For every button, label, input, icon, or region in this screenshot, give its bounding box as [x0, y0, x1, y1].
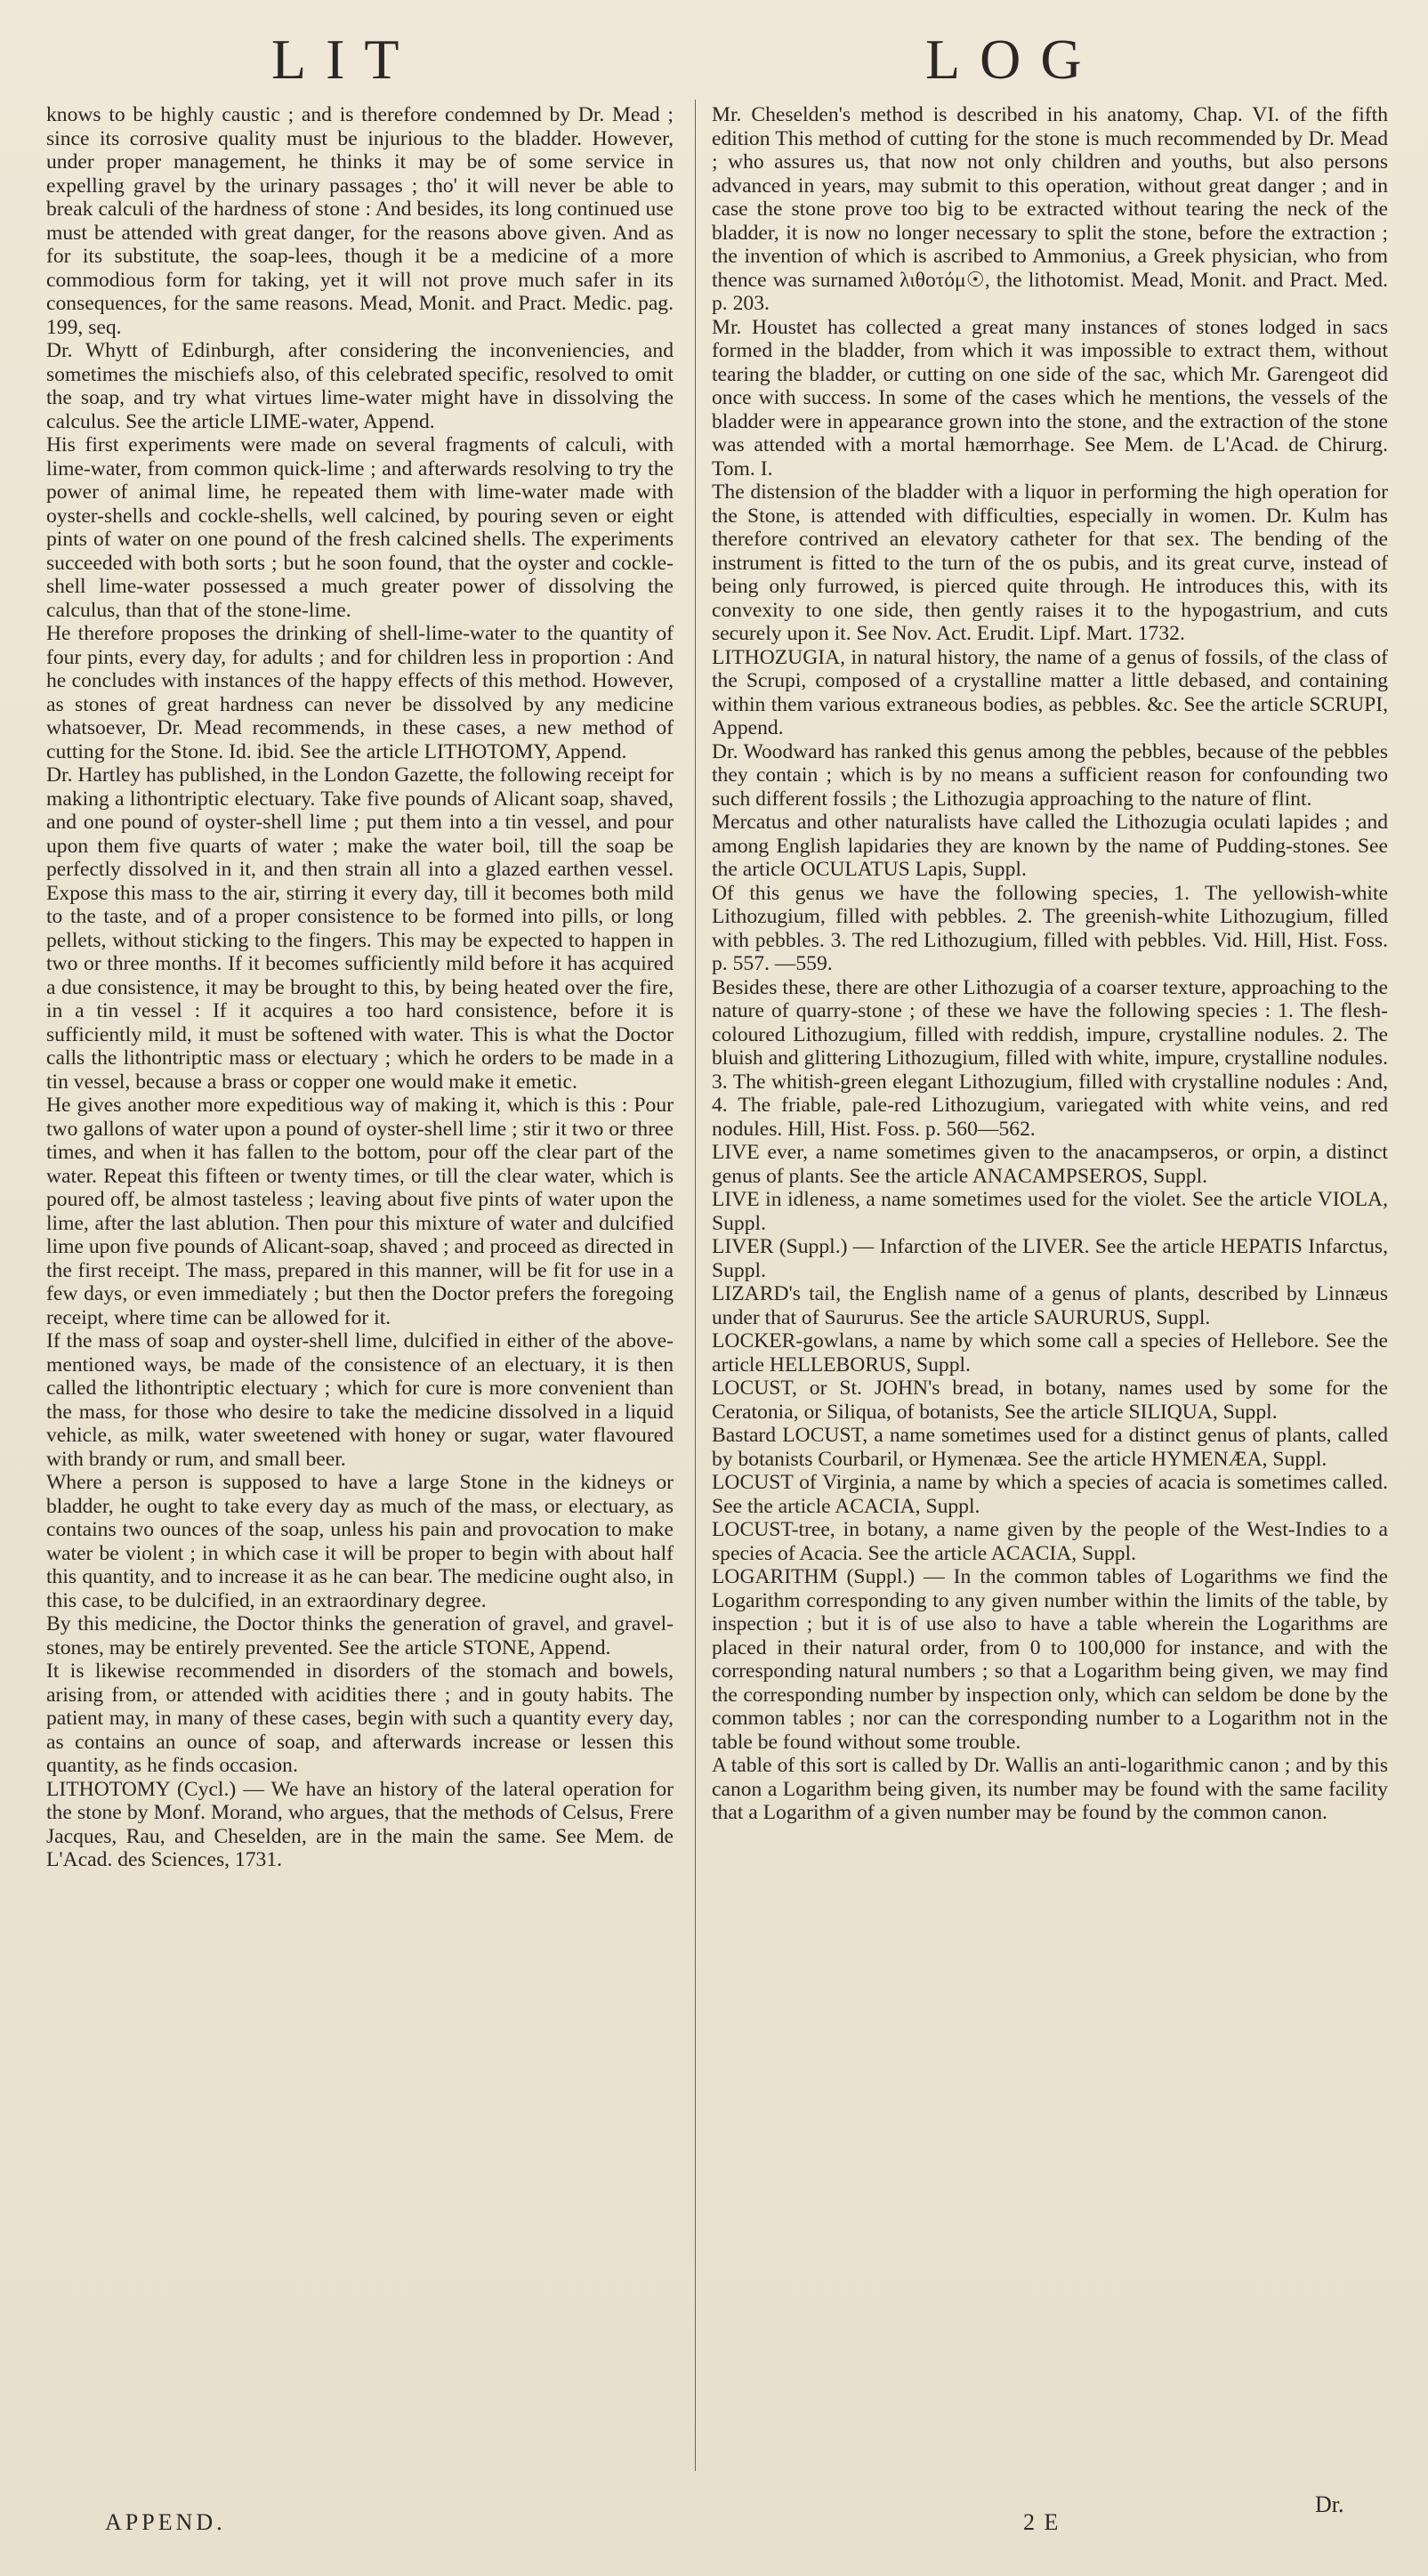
paragraph: A table of this sort is called by Dr. Wallis an anti-logarithmic canon ; and by this canon a Logarithm being given, its number may be found with the same facility that a Logarithm of a given number may be found by the common canon.: [712, 1754, 1388, 1824]
right-column: [712, 103, 1388, 2506]
paragraph: It is likewise recommended in disorders of the stomach and bowels, arising from, or attended with acidities there ; and in gouty habits. The patient may, in many of these cases, begin with such a quantity every day, as contains an ounce of soap, and afterwards increase or lessen this quantity, as he finds occasion.: [46, 1659, 674, 1777]
entry-locust-tree: LOCUST-tree, in botany, a name given by the people of the West-Indies to a species of Acacia. See the article ACACIA, Suppl.: [712, 1518, 1388, 1565]
paragraph: Mr. Cheselden's method is described in his anatomy, Chap. VI. of the fifth edition This method of cutting for the stone is much recommended by Dr. Mead ; who assures us, that now not only children and youths, but also persons advanced in years, may submit to this operation, without great danger ; and in case the stone prove too big to be extracted without tearing the neck of the bladder, it is now no longer necessary to split the stone, before the extraction ; the invention of which is ascribed to Ammonius, a Greek physician, who from thence was surnamed λιθοτόμ☉, the lithotomist. Mead, Monit. and Pract. Med. p. 203.: [712, 103, 1388, 315]
entry-logarithm: LOGARITHM (Suppl.) — In the common tables of Logarithms we find the Logarithm corresponding to any given number within the limits of the table, by inspection ; but it is of use also to have a table wherein the Logarithms are placed in their natural order, from 0 to 100,000 for instance, and with the corresponding natural numbers ; so that a Logarithm being given, we may find the corresponding number by inspection only, which can seldom be done by the common tables ; nor can the corresponding number to a Logarithm not in the table be found without some trouble.: [712, 1565, 1388, 1754]
footer-gathering-mark: 2 E: [1023, 2509, 1061, 2535]
paragraph: Dr. Hartley has published, in the London Gazette, the following receipt for making a lithontriptic electuary. Take five pounds of Alicant soap, shaved, and one pound of oyster-shell lime ; put them into a tin vessel, and pour upon them five quarts of water ; make the water boil, till the soap be perfectly dissolved in it, and then strain all into a glazed earthen vessel. Expose this mass to the air, stirring it every day, till it becomes both mild to the taste, and of a proper consistence to be formed into pills, or long pellets, without sticking to the fingers. This may be expected to happen in two or three months. If it becomes sufficiently mild before it has acquired a due consistence, it may be brought to this, by being heated over the fire, in a tin vessel : If it acquires a too hard consistence, before it is sufficiently mild, it must be softened with water. This is what the Doctor calls the lithontriptic mass or electuary ; which he orders to be made in a tin vessel, because a brass or copper one would make it emetic.: [46, 763, 674, 1094]
paragraph: If the mass of soap and oyster-shell lime, dulcified in either of the above-mentioned ways, be made of the consistence of an electuary, it is then called the lithontriptic electuary ; which for cure is more convenient than the mass, for those who desire to take the medicine dissolved in a liquid vehicle, as milk, water sweetened with honey or sugar, water flavoured with brandy or rum, and small beer.: [46, 1329, 674, 1471]
entry-locust: LOCUST, or St. JOHN's bread, in botany, names used by some for the Ceratonia, or Siliqua, of botanists, See the article SILIQUA, Suppl.: [712, 1377, 1388, 1424]
footer-signature: APPEND.: [105, 2509, 226, 2535]
entry-lithozugia: LITHOZUGIA, in natural history, the name of a genus of fossils, of the class of the Scrupi, composed of a crystalline matter a little debased, and containing within them various extraneous bodies, as pebbles. &c. See the article SCRUPI, Append.: [712, 645, 1388, 739]
paragraph: Besides these, there are other Lithozugia of a coarser texture, approaching to the nature of quarry-stone ; of these we have the following species : 1. The flesh-coloured Lithozugium, filled with reddish, impure, crystalline nodules. 2. The bluish and glittering Lithozugium, filled with white, impure, crystalline nodules. 3. The whitish-green elegant Lithozugium, filled with crystalline nodules : And, 4. The friable, pale-red Lithozugium, variegated with white veins, and red nodules. Hill, Hist. Foss. p. 560—562.: [712, 975, 1388, 1141]
paragraph: Where a person is supposed to have a large Stone in the kidneys or bladder, he ought to take every day as much of the mass, or electuary, as contains two ounces of the soap, unless his pain and provocation to make water be violent ; in which case it will be proper to begin with about half this quantity, and to increase it as he can bear. The medicine ought also, in this case, to be dulcified, in an extraordinary degree.: [46, 1471, 674, 1612]
paragraph: Mr. Houstet has collected a great many instances of stones lodged in sacs formed in the bladder, from which it was impossible to extract them, without tearing the bladder, or cutting on one side of the sac, which Mr. Garengeot did once with success. In some of the cases which he mentions, the vessels of the bladder were in appearance grown into the stone, and the extraction of the stone was attended with a mortal hæmorrhage. See Mem. de L'Acad. de Chirurg. Tom. I.: [712, 315, 1388, 480]
paragraph: By this medicine, the Doctor thinks the generation of gravel, and gravel-stones, may be entirely prevented. See the article STONE, Append.: [46, 1612, 674, 1659]
paragraph: His first experiments were made on several fragments of calculi, with lime-water, from common quick-lime ; and afterwards resolving to try the power of animal lime, he repeated them with lime-water made with oyster-shells and cockle-shells, well calcined, by pouring seven or eight pints of water on one pound of the fresh calcined shells. The experiments succeeded with both sorts ; but he soon found, that the oyster and cockle-shell lime-water possessed a much greater power of dissolving the calculus, than that of the stone-lime.: [46, 433, 674, 622]
entry-lizards-tail: LIZARD's tail, the English name of a genus of plants, described by Linnæus under that of Saururus. See the article SAURURUS, Suppl.: [712, 1282, 1388, 1329]
paragraph: Of this genus we have the following species, 1. The yellowish-white Lithozugium, filled with pebbles. 2. The greenish-white Lithozugium, filled with pebbles. 3. The red Lithozugium, filled with pebbles. Vid. Hill, Hist. Foss. p. 557. —559.: [712, 881, 1388, 975]
entry-locker-gowlans: LOCKER-gowlans, a name by which some call a species of Hellebore. See the article HELLEBORUS, Suppl.: [712, 1329, 1388, 1377]
paragraph: He therefore proposes the drinking of shell-lime-water to the quantity of four pints, every day, for adults ; and for children less in proportion : And he concludes with instances of the happy effects of this method. However, as stones of great hardness can never be dissolved by any medicine whatsoever, Dr. Mead recommends, in these cases, a new method of cutting for the Stone. Id. ibid. See the article LITHOTOMY, Append.: [46, 622, 674, 763]
running-head-left: LIT: [271, 28, 419, 91]
entry-locust-of-virginia: LOCUST of Virginia, a name by which a species of acacia is sometimes called. See the article ACACIA, Suppl.: [712, 1471, 1388, 1518]
entry-live-in-idleness: LIVE in idleness, a name sometimes used for the violet. See the article VIOLA, Suppl.: [712, 1188, 1388, 1235]
column-divider: [695, 100, 696, 2471]
paragraph: Dr. Whytt of Edinburgh, after considering the inconveniencies, and sometimes the mischiefs also, of this celebrated specific, resolved to omit the soap, and try what virtues lime-water might have in dissolving the calculus. See the article LIME-water, Append.: [46, 339, 674, 433]
paragraph: The distension of the bladder with a liquor in performing the high operation for the Stone, is attended with difficulties, especially in women. Dr. Kulm has therefore contrived an elevatory catheter for that sex. The bending of the instrument is fitted to the turn of the os pubis, and its great curve, instead of being only furrowed, is pierced quite through. He introduces this, with its convexity to one side, then gently raises it to the hypogastrium, and cuts securely upon it. See Nov. Act. Erudit. Lipf. Mart. 1732.: [712, 480, 1388, 645]
left-column: [46, 103, 674, 2506]
footer-catchword: Dr.: [1315, 2491, 1344, 2517]
entry-lithotomy: LITHOTOMY (Cycl.) — We have an history of the lateral operation for the stone by Monf. Morand, who argues, that the methods of Celsus, Frere Jacques, Rau, and Cheselden, are in the main the same. See Mem. de L'Acad. des Sciences, 1731.: [46, 1777, 674, 1871]
entry-live-ever: LIVE ever, a name sometimes given to the anacampseros, or orpin, a distinct genus of plants. See the article ANACAMPSEROS, Suppl.: [712, 1141, 1388, 1188]
paragraph: Dr. Woodward has ranked this genus among the pebbles, because of the pebbles they contain ; which is by no means a sufficient reason for confounding two such different fossils ; the Lithozugia approaching to the nature of flint.: [712, 739, 1388, 811]
running-head-right: LOG: [925, 28, 1101, 91]
entry-liver: LIVER (Suppl.) — Infarction of the LIVER. See the article HEPATIS Infarctus, Suppl.: [712, 1235, 1388, 1282]
paragraph: Mercatus and other naturalists have called the Lithozugia oculati lapides ; and among English lapidaries they are known by the name of Pudding-stones. See the article OCULATUS Lapis, Suppl.: [712, 811, 1388, 881]
paragraph: knows to be highly caustic ; and is therefore condemned by Dr. Mead ; since its corrosive quality must be injurious to the bladder. However, under proper management, he thinks it may be of some service in expelling gravel by the urinary passages ; tho' it will never be able to break calculi of the hardness of stone : And besides, its long continued use must be attended with great danger, for the reasons above given. And as for its substitute, the soap-lees, though it be a medicine of a more commodious form for taking, yet it will not prove much safer in its consequences, for the same reasons. Mead, Monit. and Pract. Medic. pag. 199, seq.: [46, 103, 674, 339]
entry-bastard-locust: Bastard LOCUST, a name sometimes used for a distinct genus of plants, called by botanists Courbaril, or Hymenæa. See the article HYMENÆA, Suppl.: [712, 1424, 1388, 1471]
paragraph: He gives another more expeditious way of making it, which is this : Pour two gallons of water upon a pound of oyster-shell lime ; stir it two or three times, and when it has fallen to the bottom, pour off the clear part of the water. Repeat this fifteen or twenty times, or till the clear water, which is poured off, be almost tasteless ; leaving about five pints of water upon the lime, after the last ablution. Then pour this mixture of water and dulcified lime upon five pounds of Alicant-soap, shaved ; and proceed as directed in the first receipt. The mass, prepared in this manner, will be fit for use in a few days, or even immediately ; but then the Doctor prefers the foregoing receipt, where time can be allowed for it.: [46, 1094, 674, 1329]
